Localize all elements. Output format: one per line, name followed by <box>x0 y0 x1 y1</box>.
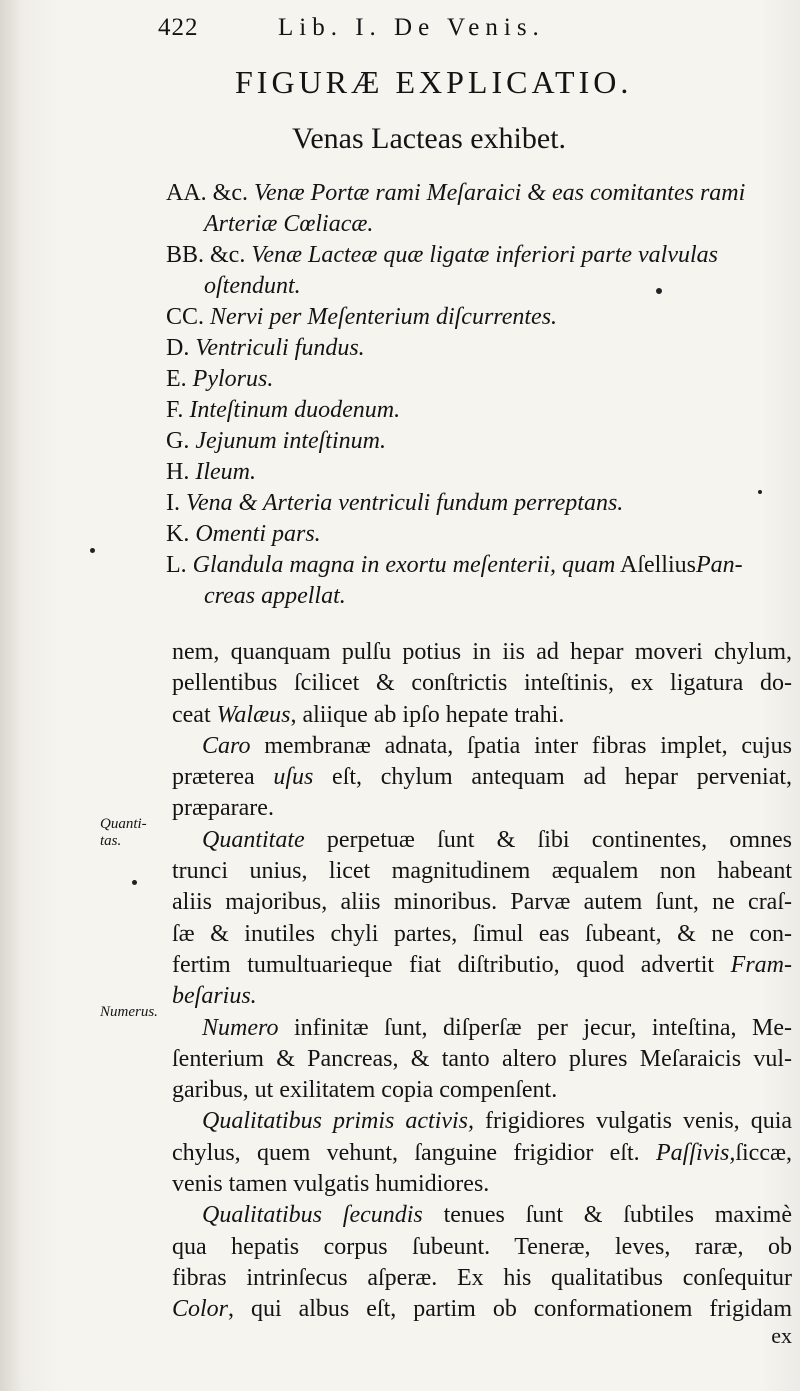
legend-desc: Jejunum inteſtinum. <box>195 428 386 454</box>
legend-desc: Pylorus. <box>192 366 274 392</box>
legend-desc: Venæ Lacteæ quæ ligatæ inferiori parte valvulas <box>251 242 718 268</box>
text-line: præparare. <box>172 795 274 822</box>
legend-cont: oſtendunt. <box>204 273 301 299</box>
text-line: Numero infinitæ ſunt, diſperſæ per jecur, inteſtina, Me- <box>202 1014 792 1041</box>
page-number: 422 <box>158 14 199 41</box>
legend-item <box>166 457 766 488</box>
legend-letter: I. <box>166 490 180 516</box>
ink-speck <box>90 548 95 553</box>
figure-legend <box>166 178 766 612</box>
legend-letter: E. <box>166 366 187 392</box>
legend-item <box>166 240 766 302</box>
legend-letter: CC. <box>166 304 205 330</box>
ink-speck <box>132 880 137 885</box>
legend-item <box>166 178 766 240</box>
legend-desc: Ventriculi fundus. <box>195 335 365 361</box>
legend-item <box>166 519 766 550</box>
legend-letter: H. <box>166 459 190 485</box>
text-line: fertim tumultuarieque fiat diſtributio, quod advertit Fram- <box>172 951 792 978</box>
legend-desc: Inteſtinum duodenum. <box>189 397 401 423</box>
text-line: præterea uſus eſt, chylum antequam ad hepar perveniat, <box>172 764 793 791</box>
legend-desc: Vena & Arteria ventriculi fundum perreptans. <box>186 490 624 516</box>
body-text <box>172 637 792 1326</box>
legend-desc: Venæ Portæ rami Meſaraici & eas comitantes rami <box>253 180 746 206</box>
text-line: aliis majoribus, aliis minoribus. Parvæ autem ſunt, ne craſ- <box>172 889 792 916</box>
text-line: ſæ & inutiles chyli partes, ſimul eas ſubeant, & ne con- <box>172 920 792 947</box>
legend-letter: BB. &c. <box>166 242 246 268</box>
legend-desc: Omenti pars. <box>195 521 321 547</box>
text-line: pellentibus ſcilicet & conſtrictis inteſtinis, ex ligatura do- <box>172 670 792 697</box>
legend-letter: G. <box>166 428 190 454</box>
text-line: garibus, ut exilitatem copia compenſent. <box>172 1077 558 1104</box>
legend-letter: L. <box>166 552 187 578</box>
legend-desc: Ileum. <box>195 459 256 485</box>
text-line: Quantitate perpetuæ ſunt & ſibi continentes, omnes <box>202 826 792 853</box>
legend-letter: K. <box>166 521 190 547</box>
text-line: Qualitatibus ſecundis tenues ſunt & ſubtiles maximè <box>202 1202 793 1229</box>
legend-item <box>166 395 766 426</box>
text-line: qua hepatis corpus ſubeunt. Teneræ, leves, raræ, ob <box>172 1233 792 1260</box>
legend-item <box>166 550 766 612</box>
catchword: ex <box>771 1323 792 1348</box>
legend-item <box>166 364 766 395</box>
legend-item <box>166 333 766 364</box>
legend-letter: AA. &c. <box>166 180 248 206</box>
figure-title: FIGURÆ EXPLICATIO. <box>235 64 633 100</box>
text-line: venis tamen vulgatis humidiores. <box>172 1171 490 1198</box>
legend-letter: D. <box>166 335 190 361</box>
text-line: ceat Walæus, aliique ab ipſo hepate trahi. <box>172 701 565 728</box>
running-title: Lib. I. De Venis. <box>278 14 545 41</box>
ink-speck <box>758 490 762 494</box>
text-line: fibras intrinſecus aſperæ. Ex his qualitatibus conſequitur <box>172 1264 792 1291</box>
text-line: ſenterium & Pancreas, & tanto altero plures Meſaraicis vul- <box>172 1045 792 1072</box>
text-line: nem, quanquam pulſu potius in iis ad hepar moveri chylum, <box>172 639 792 665</box>
ink-speck <box>656 288 662 294</box>
figure-subtitle: Venas Lacteas exhibet. <box>292 122 567 155</box>
legend-desc-roman: Aſellius <box>619 552 696 578</box>
text-line: beſarius. <box>172 983 257 1010</box>
margin-note-quantitas: Quanti- tas. <box>100 816 147 849</box>
text-line: trunci unius, licet magnitudinem æqualem non habeant <box>172 858 792 885</box>
legend-item <box>166 488 766 519</box>
text-line: Color, qui albus eſt, partim ob conformationem frigidam <box>172 1296 792 1323</box>
legend-cont: Arteriæ Cœliacæ. <box>204 211 374 237</box>
legend-item <box>166 426 766 457</box>
legend-cont: creas appellat. <box>204 583 346 609</box>
legend-desc: Glandula magna in exortu meſenterii, quam <box>192 552 616 578</box>
text-line: Qualitatibus primis activis, frigidiores vulgatis venis, quia <box>202 1108 793 1135</box>
legend-desc-tail: Pan- <box>695 552 743 578</box>
legend-desc: Nervi per Meſenterium diſcurrentes. <box>210 304 558 330</box>
legend-letter: F. <box>166 397 184 423</box>
legend-item <box>166 302 766 333</box>
text-line: Caro membranæ adnata, ſpatia inter fibras implet, cujus <box>202 732 792 759</box>
text-line: chylus, quem vehunt, ſanguine frigidior eſt. Paſſivis,ſiccæ, <box>172 1139 792 1166</box>
margin-note-numerus: Numerus. <box>100 1004 158 1020</box>
